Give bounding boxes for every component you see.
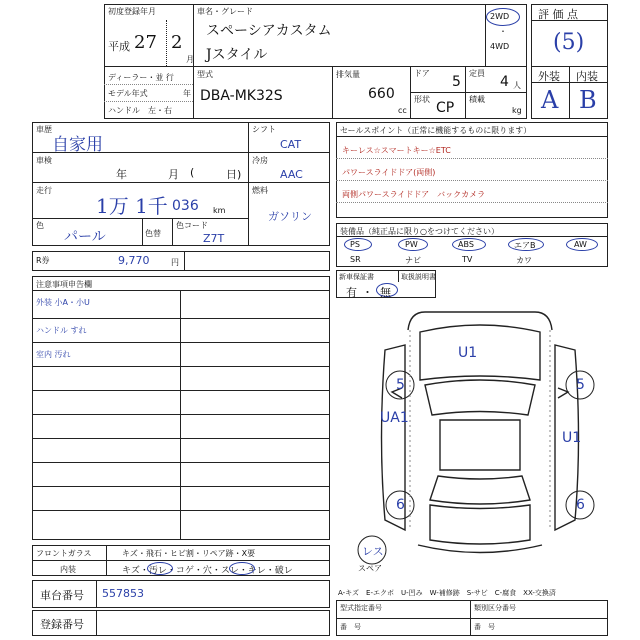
interior-items: キズ・汚レ・コゲ・穴・スレ・キレ・破レ — [122, 566, 293, 576]
era-prefix: 平成 — [108, 40, 130, 53]
usage-value: 自家用 — [52, 135, 103, 155]
mark-spare: レス — [362, 545, 384, 558]
color-label: 色 — [36, 221, 44, 230]
interior-grade: B — [579, 86, 597, 114]
car-name: スペーシアカスタム — [206, 23, 332, 39]
interior-label: 内装 — [60, 565, 76, 574]
mark-front: U1 — [458, 345, 478, 361]
shift-label: シフト — [252, 125, 276, 134]
equip-abs: ABS — [458, 240, 474, 249]
windshield-items: キズ・飛石・ヒビ割・リペア跡・X要 — [122, 549, 256, 558]
mileage-sub: 036 — [172, 198, 199, 214]
color-change-label: 色替 — [145, 229, 161, 238]
sales-point-2: パワースライドドア(両側) — [342, 168, 436, 177]
inspection-paren: ( — [190, 166, 195, 179]
type-value: DBA-MK32S — [200, 88, 283, 104]
reg-year: 27 — [134, 32, 157, 53]
color-code-label: 色コード — [176, 221, 208, 230]
car-name-label: 車名・グレード — [197, 7, 253, 16]
class-label: 類別区分番号 — [474, 604, 516, 612]
equip-airbag: エアB — [514, 241, 536, 250]
car-roof — [440, 420, 520, 470]
load-unit: kg — [512, 106, 522, 115]
dealer-label: ディーラー・並 行 — [108, 73, 174, 82]
drive-dot: ・ — [499, 27, 507, 36]
notes-line-3: 室内 汚れ — [36, 350, 71, 359]
type-label: 型式 — [197, 70, 213, 79]
grade: Jスタイル — [206, 47, 268, 63]
model-year-unit: 年 — [183, 89, 191, 98]
recycle-unit: 円 — [171, 258, 179, 267]
equip-navi: ナビ — [405, 256, 421, 265]
windshield-label: フロントガラス — [36, 549, 92, 558]
equip-sr: SR — [350, 255, 361, 264]
car-windshield — [425, 380, 535, 415]
reg-month: 2 — [171, 32, 183, 53]
equip-leather: カワ — [516, 256, 532, 265]
exterior-label: 外装 — [538, 70, 560, 83]
inspection-month: 月 — [168, 168, 179, 181]
inspection-day: 日) — [226, 168, 242, 181]
interior-label: 内装 — [576, 70, 598, 83]
mark-right-rear: 6 — [576, 497, 585, 513]
sales-point-3: 両側パワースライドドア バックカメラ — [342, 190, 486, 199]
rating-value: (5) — [553, 30, 585, 55]
equip-pw: PW — [405, 240, 418, 249]
mark-left-side: UA1 — [380, 410, 409, 426]
warranty-no: 無 — [380, 286, 391, 299]
notes-title: 注意事項申告欄 — [36, 280, 92, 289]
shape-label: 形状 — [414, 95, 430, 104]
form-type-label: 型式指定番号 — [340, 604, 382, 612]
mileage-unit: km — [213, 206, 226, 215]
damage-legend: A-キズ E-エクボ U-凹み W-補修跡 S-サビ C-腐食 XX-交換済 — [338, 589, 556, 597]
inspection-label: 車検 — [36, 156, 52, 165]
notes-line-1: 外装 小A・小U — [36, 298, 90, 307]
fuel-value: ガソリン — [268, 210, 312, 223]
car-front-bumper — [408, 312, 552, 330]
equip-tv: TV — [462, 255, 473, 264]
car-rear-bumper — [418, 545, 542, 553]
capacity-label: 定員 — [469, 69, 485, 78]
chassis-label: 車台番号 — [40, 589, 84, 602]
notes-line-2: ハンドル すれ — [36, 326, 87, 335]
car-hood — [420, 325, 540, 380]
warranty-dot: ・ — [362, 286, 373, 299]
mileage-label: 走行 — [36, 186, 52, 195]
sales-points-title: セールスポイント（正常に機能するものに限ります） — [340, 126, 532, 135]
class-num-label: 番 号 — [474, 623, 495, 631]
rating-label: 評 価 点 — [538, 8, 578, 21]
exterior-grade: A — [541, 86, 559, 114]
capacity-value: 4 — [500, 74, 509, 90]
color-code-value: Z7T — [203, 232, 225, 245]
displacement-unit: cc — [398, 106, 407, 115]
form-num-label: 番 号 — [340, 623, 361, 631]
mark-left-front: 5 — [396, 377, 405, 393]
handle-label: ハンドル 左・右 — [108, 106, 172, 115]
spare-label: スペア — [358, 564, 382, 573]
manual-label: 取扱説明書 — [401, 273, 436, 281]
color-value: パール — [64, 229, 106, 245]
equip-ps: PS — [350, 240, 360, 249]
reg-month-unit: 月 — [186, 55, 194, 64]
capacity-unit: 人 — [513, 81, 521, 90]
usage-label: 車歴 — [36, 125, 52, 134]
fuel-label: 燃料 — [252, 186, 268, 195]
equipment-title: 装備品（純正品に限り○をつけてください） — [340, 227, 499, 236]
shape-value: CP — [436, 100, 455, 116]
chassis-value: 557853 — [102, 587, 144, 600]
mark-right-front: 5 — [576, 377, 585, 393]
door-value: 5 — [452, 74, 461, 90]
mark-right-side: U1 — [562, 430, 582, 446]
recycle-label: R券 — [36, 256, 50, 265]
displacement-value: 660 — [368, 86, 395, 102]
registration-label: 登録番号 — [40, 618, 84, 631]
warranty-label: 新車保証書 — [339, 273, 374, 281]
recycle-value: 9,770 — [118, 254, 150, 267]
model-year-label: モデル年式 — [108, 89, 148, 98]
ac-label: 冷房 — [252, 156, 268, 165]
drive-2wd: 2WD — [490, 12, 510, 21]
door-label: ドア — [414, 69, 430, 78]
inspection-year: 年 — [116, 168, 127, 181]
equip-aw: AW — [574, 240, 587, 249]
ac-value: AAC — [280, 168, 303, 181]
displacement-label: 排気量 — [336, 70, 360, 79]
car-rear-window — [430, 476, 530, 504]
drive-4wd: 4WD — [490, 42, 510, 51]
mark-left-rear: 6 — [396, 497, 405, 513]
load-label: 積載 — [469, 95, 485, 104]
car-trunk — [430, 505, 530, 544]
sales-point-1: キーレス☆スマートキー☆ETC — [342, 146, 451, 155]
mileage-value: 1万 1千 — [96, 194, 168, 218]
first-reg-label: 初度登録年月 — [108, 7, 156, 16]
shift-value: CAT — [280, 138, 302, 151]
warranty-yes: 有 — [346, 286, 357, 299]
